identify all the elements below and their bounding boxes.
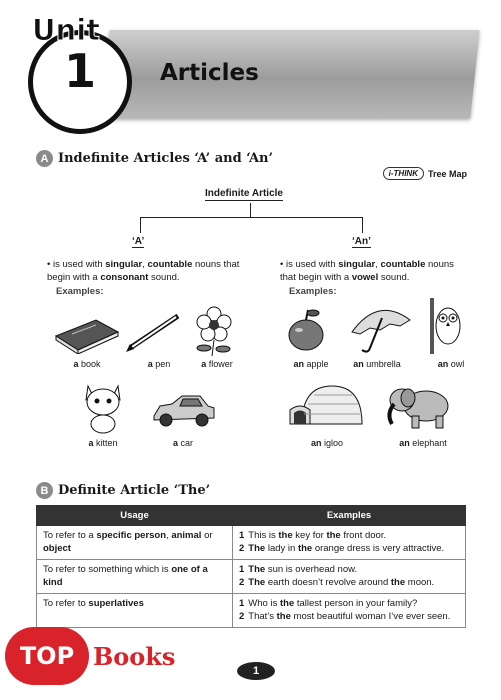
table-row [37,526,466,560]
example-an-apple: an apple [293,359,329,369]
elephant-icon [382,380,454,432]
tree-connector [362,217,363,233]
page-number: 1 [237,662,275,680]
owl-icon [428,298,462,354]
tree-connector [250,203,251,217]
examples-cell [233,526,466,560]
examples-cell [233,560,466,594]
branch-label-a: ‘A’ [132,236,145,247]
example-a-kitten: a kitten [88,438,118,448]
example-line: 1 Who is the tallest person in your family? [239,598,418,609]
example-a-flower: a flower [201,359,233,369]
tree-root: Indefinite Article [205,188,283,199]
section-b-title: Definite Article ‘The’ [58,483,211,498]
example-an-elephant: an elephant [399,438,447,448]
example-line: 2 The lady in the orange dress is very attractive. [239,542,445,554]
ithink-tree-map [383,167,467,180]
section-b-badge: B [36,482,53,499]
example-an-owl: an owl [437,359,465,369]
tree-connector [140,217,362,218]
pen-icon [124,310,184,354]
bullet-an: • is used with singular, countable nouns that begin with a vowel sound. [280,259,454,283]
igloo-icon [288,380,368,428]
example-line: 1 This is the key for the front door. [239,530,387,541]
header-banner [100,30,479,118]
example-an-igloo: an igloo [310,438,344,448]
table-row [37,560,466,594]
usage-cell: To refer to something which is one of a kind [37,560,233,594]
kitten-icon [82,382,124,434]
examples-label-a: Examples: [56,286,104,297]
book-icon [52,312,122,354]
unit-word: Unit [32,13,100,47]
topbooks-logo [5,627,175,685]
unit-number: 1 [63,44,96,98]
examples-label-an: Examples: [289,286,337,297]
section-a-title: Indefinite Articles ‘A’ and ‘An’ [58,151,274,166]
ithink-logo: i-THINK [383,167,424,180]
section-a-heading [36,150,273,167]
car-icon [150,390,218,430]
flower-icon [190,304,238,356]
section-b-heading [36,482,210,499]
section-a-badge: A [36,150,53,167]
usage-cell: To refer to a specific person, animal or object [37,526,233,560]
page-title: Articles [160,60,259,86]
header-examples: Examples [233,506,466,526]
logo-books: Books [93,641,176,671]
tree-map-label: Tree Map [427,168,467,179]
apple-icon [286,306,326,352]
example-a-book: a book [73,359,101,369]
tree-connector [140,217,141,233]
definite-article-table [36,505,466,628]
logo-top: TOP [5,627,89,685]
example-a-car: a car [172,438,194,448]
example-an-umbrella: an umbrella [353,359,401,369]
usage-cell: To refer to superlatives [37,594,233,628]
examples-cell [233,594,466,628]
branch-label-an: ‘An’ [352,236,371,247]
umbrella-icon [348,302,414,354]
table-header-row [37,506,466,526]
bullet-a: • is used with singular, countable nouns that begin with a consonant sound. [47,259,240,283]
example-line: 2 The earth doesn’t revolve around the moon. [239,576,435,588]
header-usage: Usage [37,506,233,526]
example-line: 1 The sun is overhead now. [239,564,358,575]
example-a-pen: a pen [147,359,171,369]
table-row [37,594,466,628]
example-line: 2 That’s the most beautiful woman I’ve ever seen. [239,610,451,622]
